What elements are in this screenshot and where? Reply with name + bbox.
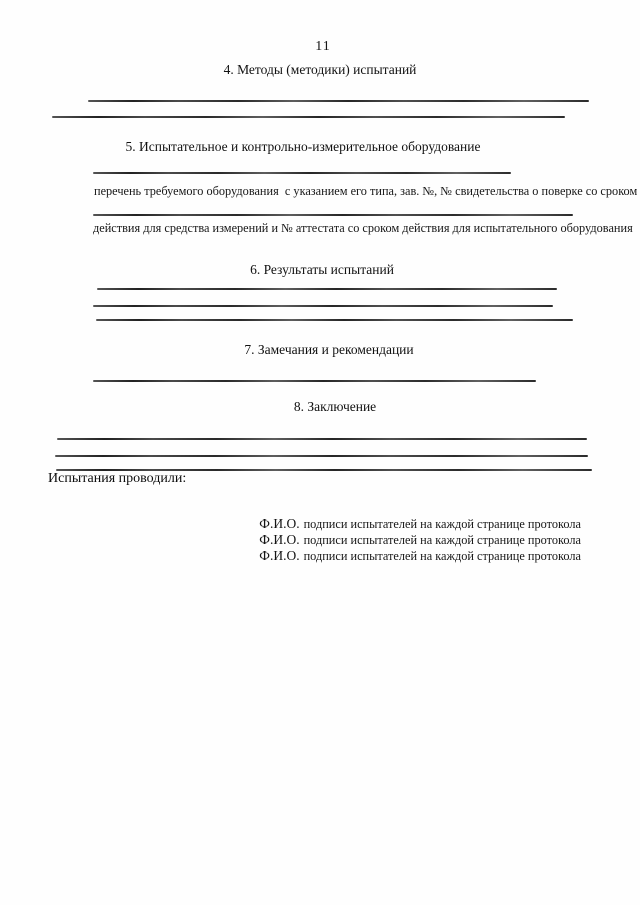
blank-line [57,438,587,440]
signature-note: подписи испытателей на каждой странице протокола [303,549,581,563]
signature-name-placeholder: Ф.И.О. [259,516,300,531]
page-number: 11 [315,39,331,54]
equipment-note-line-1: перечень требуемого оборудования с указанием его типа, зав. №, № свидетельства о поверке со сроком [94,184,638,198]
blank-line [93,172,511,174]
blank-line [55,455,588,457]
signature-line [247,533,581,579]
blank-line [93,380,536,382]
section-heading-methods: 4. Методы (методики) испытаний [223,62,417,77]
blank-line [93,305,553,307]
section-heading-remarks: 7. Замечания и рекомендации [244,342,414,357]
signature-note: подписи испытателей на каждой странице протокола [303,517,581,531]
blank-line [97,288,557,290]
signature-note: подписи испытателей на каждой странице протокола [303,533,581,547]
equipment-note-line-2: действия для средства измерений и № аттестата со сроком действия для испытательного оборудования [93,221,633,235]
signature-name-placeholder: Ф.И.О. [259,548,300,563]
section-heading-conclusion: 8. Заключение [293,399,377,414]
blank-line [93,214,573,216]
section-heading-equipment: 5. Испытательное и контрольно-измерительное оборудование [125,139,481,154]
conducted-by-label: Испытания проводили: [48,471,187,486]
signature-name-placeholder: Ф.И.О. [259,532,300,547]
section-heading-results: 6. Результаты испытаний [250,262,394,277]
blank-line [88,100,589,102]
blank-line [96,319,573,321]
blank-line [52,116,565,118]
